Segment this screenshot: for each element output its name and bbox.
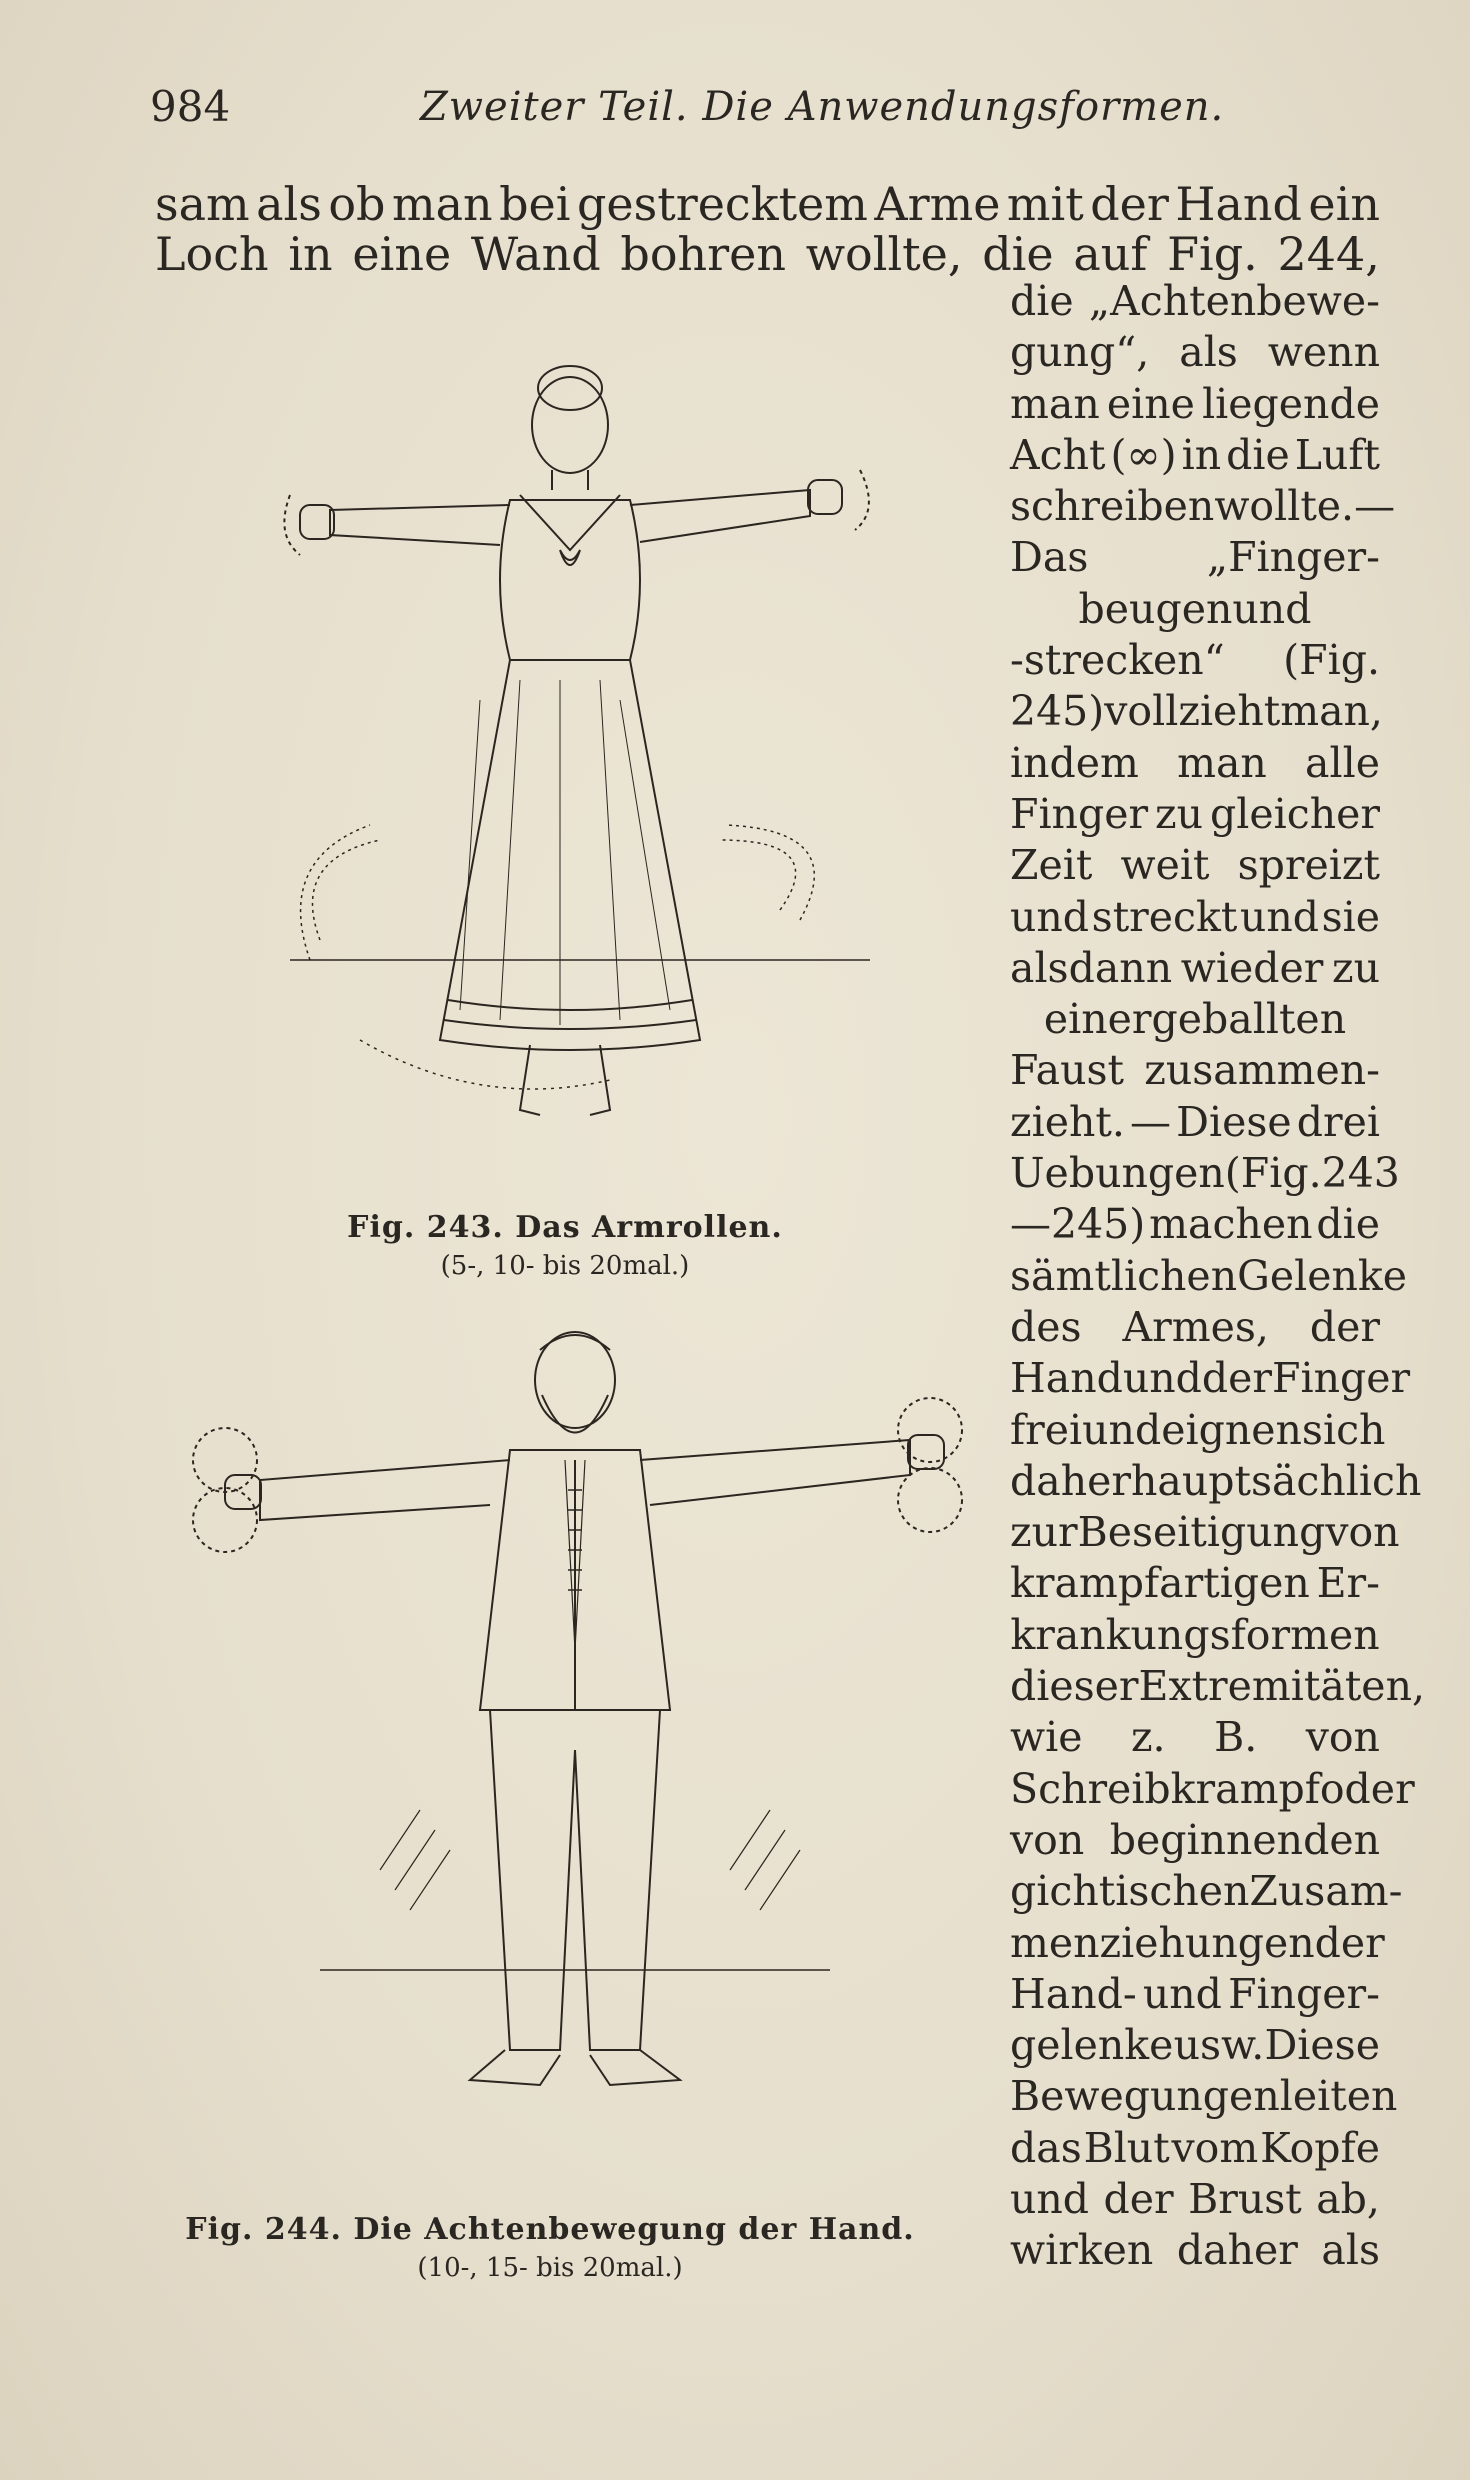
- word: Beseitigung: [1077, 1508, 1326, 1557]
- word: Das: [1010, 533, 1089, 582]
- column-line: [1010, 1712, 1380, 1763]
- word: mit: [1006, 177, 1084, 231]
- word: wieder: [1180, 943, 1324, 992]
- word: 245): [1010, 687, 1105, 736]
- word: daher: [1010, 1456, 1131, 1505]
- word: man: [391, 177, 493, 231]
- word: krampfartigen: [1010, 1559, 1310, 1608]
- figure-244-caption: [170, 2212, 930, 2283]
- word: (Fig.: [1224, 1149, 1322, 1198]
- column-line: [1010, 1815, 1380, 1866]
- word: eignen: [1161, 1405, 1302, 1454]
- column-line: [1010, 1507, 1400, 1558]
- word: zu: [1155, 789, 1204, 838]
- running-head: Zweiter Teil. Die Anwendungsformen.: [420, 84, 1225, 130]
- word: und: [1142, 1969, 1222, 2018]
- column-line: [1010, 1045, 1380, 1096]
- word: die: [1226, 430, 1290, 479]
- column-line: [1010, 1405, 1386, 1456]
- word: gleicher: [1210, 789, 1380, 838]
- word: von: [1325, 1508, 1400, 1557]
- column-line: [1010, 1148, 1400, 1199]
- column-line: [1010, 738, 1380, 789]
- word: der: [1090, 177, 1169, 231]
- word: (Fig.: [1283, 636, 1380, 685]
- word: vollzieht: [1104, 687, 1281, 736]
- column-line: [1010, 2174, 1380, 2225]
- word: Hand: [1175, 177, 1302, 231]
- word: zieht.: [1010, 1097, 1125, 1146]
- word: Arme: [874, 177, 1001, 231]
- column-line: [1010, 1918, 1385, 1969]
- word: bei: [499, 177, 571, 231]
- word: wie: [1010, 1713, 1083, 1762]
- word: des: [1010, 1302, 1082, 1351]
- column-line: [1010, 1558, 1380, 1609]
- column-line: [1010, 584, 1380, 635]
- word: in: [288, 227, 333, 281]
- word: wollte.: [1214, 482, 1355, 531]
- word: zu: [1331, 943, 1380, 992]
- word: gelenke: [1010, 2021, 1174, 2070]
- figure-243-subtitle: (5-, 10- bis 20mal.): [440, 1251, 690, 1281]
- column-line: [1010, 686, 1383, 737]
- column-line: [1010, 2071, 1398, 2122]
- word: Hand: [1010, 1354, 1123, 1403]
- word: beginnenden: [1109, 1815, 1380, 1864]
- word: Diese: [1264, 2021, 1380, 2070]
- word: einer: [1043, 995, 1152, 1044]
- word: weit: [1120, 841, 1210, 890]
- word: und: [1122, 1354, 1202, 1403]
- word: oder: [1319, 1764, 1415, 1813]
- word: Hand-: [1010, 1969, 1137, 2018]
- word: -strecken“: [1010, 636, 1225, 685]
- word: Wand: [470, 227, 601, 281]
- column-line: [1010, 2123, 1380, 2174]
- word: hauptsächlich: [1130, 1456, 1422, 1505]
- body-line-1: [155, 176, 1380, 232]
- column-line: [1010, 1610, 1380, 1661]
- word: indem: [1010, 738, 1139, 787]
- body-line-2: [155, 226, 1380, 282]
- word: die: [982, 227, 1054, 281]
- column-line: [1010, 1764, 1415, 1815]
- word: sie: [1321, 892, 1380, 941]
- word: —: [1130, 1097, 1171, 1146]
- word: ein: [1308, 177, 1380, 231]
- word: gung“,: [1010, 328, 1150, 377]
- word: gichtischen: [1010, 1867, 1250, 1916]
- word: von: [1305, 1713, 1380, 1762]
- word: wenn: [1267, 328, 1380, 377]
- word: der: [1103, 2174, 1174, 2223]
- word: —: [1354, 482, 1396, 531]
- word: geballten: [1151, 995, 1347, 1044]
- word: —245): [1010, 1200, 1146, 1249]
- word: sam: [155, 177, 250, 231]
- word: Faust: [1010, 1046, 1125, 1095]
- word: spreizt: [1237, 841, 1380, 890]
- word: menziehungen: [1010, 1918, 1315, 1967]
- word: die: [1316, 1200, 1380, 1249]
- word: das: [1010, 2123, 1082, 2172]
- word: eine: [1106, 379, 1195, 428]
- word: und: [1239, 892, 1319, 941]
- word: Loch: [155, 227, 269, 281]
- word: bohren: [620, 227, 786, 281]
- column-line: [1010, 327, 1380, 378]
- word: wollte,: [805, 227, 963, 281]
- page-header: [150, 82, 1380, 142]
- word: man: [1177, 738, 1267, 787]
- word: in: [1181, 430, 1222, 479]
- figure-244-subtitle: (10-, 15- bis 20mal.): [417, 2253, 683, 2283]
- word: 243: [1321, 1149, 1400, 1198]
- column-line: [1010, 1097, 1380, 1148]
- word: Finger: [1272, 1354, 1411, 1403]
- figure-243-illustration: [180, 320, 960, 1200]
- word: Fig.: [1167, 227, 1258, 281]
- word: gestrecktem: [576, 177, 868, 231]
- word: leiten: [1279, 2072, 1398, 2121]
- word: dieser: [1010, 1662, 1139, 1711]
- word: als: [256, 177, 322, 231]
- word: und: [1010, 2174, 1090, 2223]
- word: und: [1010, 892, 1090, 941]
- word: Er-: [1316, 1559, 1380, 1608]
- word: von: [1010, 1815, 1085, 1864]
- column-line: [1010, 1456, 1422, 1507]
- word: Bewegungen: [1010, 2072, 1280, 2121]
- word: B.: [1214, 1713, 1258, 1762]
- word: Diese: [1176, 1097, 1292, 1146]
- figure-244-illustration: [170, 1310, 970, 2190]
- word: man: [1010, 379, 1100, 428]
- word: Gelenke: [1237, 1251, 1408, 1300]
- word: auf: [1073, 227, 1148, 281]
- word: als: [1321, 2226, 1380, 2275]
- word: machen: [1149, 1200, 1313, 1249]
- column-line: [1010, 481, 1396, 532]
- word: Kopfe: [1260, 2123, 1380, 2172]
- word: Acht: [1010, 430, 1106, 479]
- page-number: 984: [150, 82, 231, 131]
- figure-243-title: Fig. 243. Das Armrollen.: [347, 1210, 783, 1245]
- column-line: [1010, 532, 1380, 583]
- column-line: [1010, 892, 1380, 943]
- column-line: [1010, 635, 1380, 686]
- word: drei: [1296, 1097, 1380, 1146]
- word: ob: [328, 177, 386, 231]
- word: krankungsformen: [1010, 1610, 1380, 1659]
- word: sämtlichen: [1010, 1251, 1238, 1300]
- word: Zusam-: [1249, 1867, 1403, 1916]
- word: frei: [1010, 1405, 1083, 1454]
- word: ab,: [1316, 2174, 1380, 2223]
- word: der: [1314, 1918, 1385, 1967]
- column-line: [1010, 1302, 1380, 1353]
- word: man,: [1280, 687, 1383, 736]
- word: Finger-: [1228, 1969, 1380, 2018]
- word: Extremitäten,: [1138, 1662, 1426, 1711]
- word: schreiben: [1010, 482, 1215, 531]
- word: Blut: [1083, 2123, 1170, 2172]
- figure-244-title: Fig. 244. Die Achtenbewegung der Hand.: [185, 2212, 915, 2247]
- column-line: [1010, 943, 1380, 994]
- word: zusammen-: [1144, 1046, 1380, 1095]
- word: „Finger-: [1206, 533, 1380, 582]
- word: der: [1309, 1302, 1380, 1351]
- word: die: [1010, 277, 1074, 325]
- word: Luft: [1294, 430, 1380, 479]
- word: zur: [1010, 1508, 1078, 1557]
- word: Brust: [1188, 2174, 1302, 2223]
- column-line: [1010, 276, 1380, 327]
- word: alle: [1305, 738, 1380, 787]
- column-line: [1010, 994, 1380, 1045]
- column-line: [1010, 840, 1380, 891]
- column-line: [1010, 789, 1380, 840]
- word: alsdann: [1010, 943, 1173, 992]
- column-line: [1010, 1251, 1408, 1302]
- column-line: [1010, 2225, 1380, 2276]
- word: streckt: [1091, 892, 1238, 941]
- word: sich: [1301, 1405, 1386, 1454]
- word: Armes,: [1122, 1302, 1269, 1351]
- column-line: [1010, 1661, 1426, 1712]
- word: als: [1179, 328, 1238, 377]
- figure-243-caption: [185, 1210, 945, 1281]
- column-line: [1010, 2020, 1380, 2071]
- word: beugen: [1078, 584, 1233, 633]
- column-line: [1010, 1353, 1411, 1404]
- word: und: [1082, 1405, 1162, 1454]
- word: und: [1232, 584, 1312, 633]
- word: Finger: [1010, 789, 1149, 838]
- word: Schreibkrampf: [1010, 1764, 1320, 1813]
- column-line: [1010, 430, 1380, 481]
- word: (∞): [1110, 430, 1177, 479]
- word: „Achtenbewe-: [1088, 277, 1380, 325]
- word: liegende: [1202, 379, 1380, 428]
- word: wirken: [1010, 2226, 1154, 2275]
- column-line: [1010, 379, 1380, 430]
- word: eine: [352, 227, 452, 281]
- word: der: [1201, 1354, 1273, 1403]
- column-line: [1010, 1866, 1403, 1917]
- word: 244,: [1277, 227, 1380, 281]
- word: daher: [1176, 2226, 1298, 2275]
- word: usw.: [1173, 2021, 1265, 2070]
- word: vom: [1171, 2123, 1259, 2172]
- column-line: [1010, 1199, 1380, 1250]
- column-line: [1010, 1969, 1380, 2020]
- text-column: [1010, 276, 1426, 2277]
- word: z.: [1130, 1713, 1166, 1762]
- word: Uebungen: [1010, 1149, 1225, 1198]
- word: Zeit: [1010, 841, 1093, 890]
